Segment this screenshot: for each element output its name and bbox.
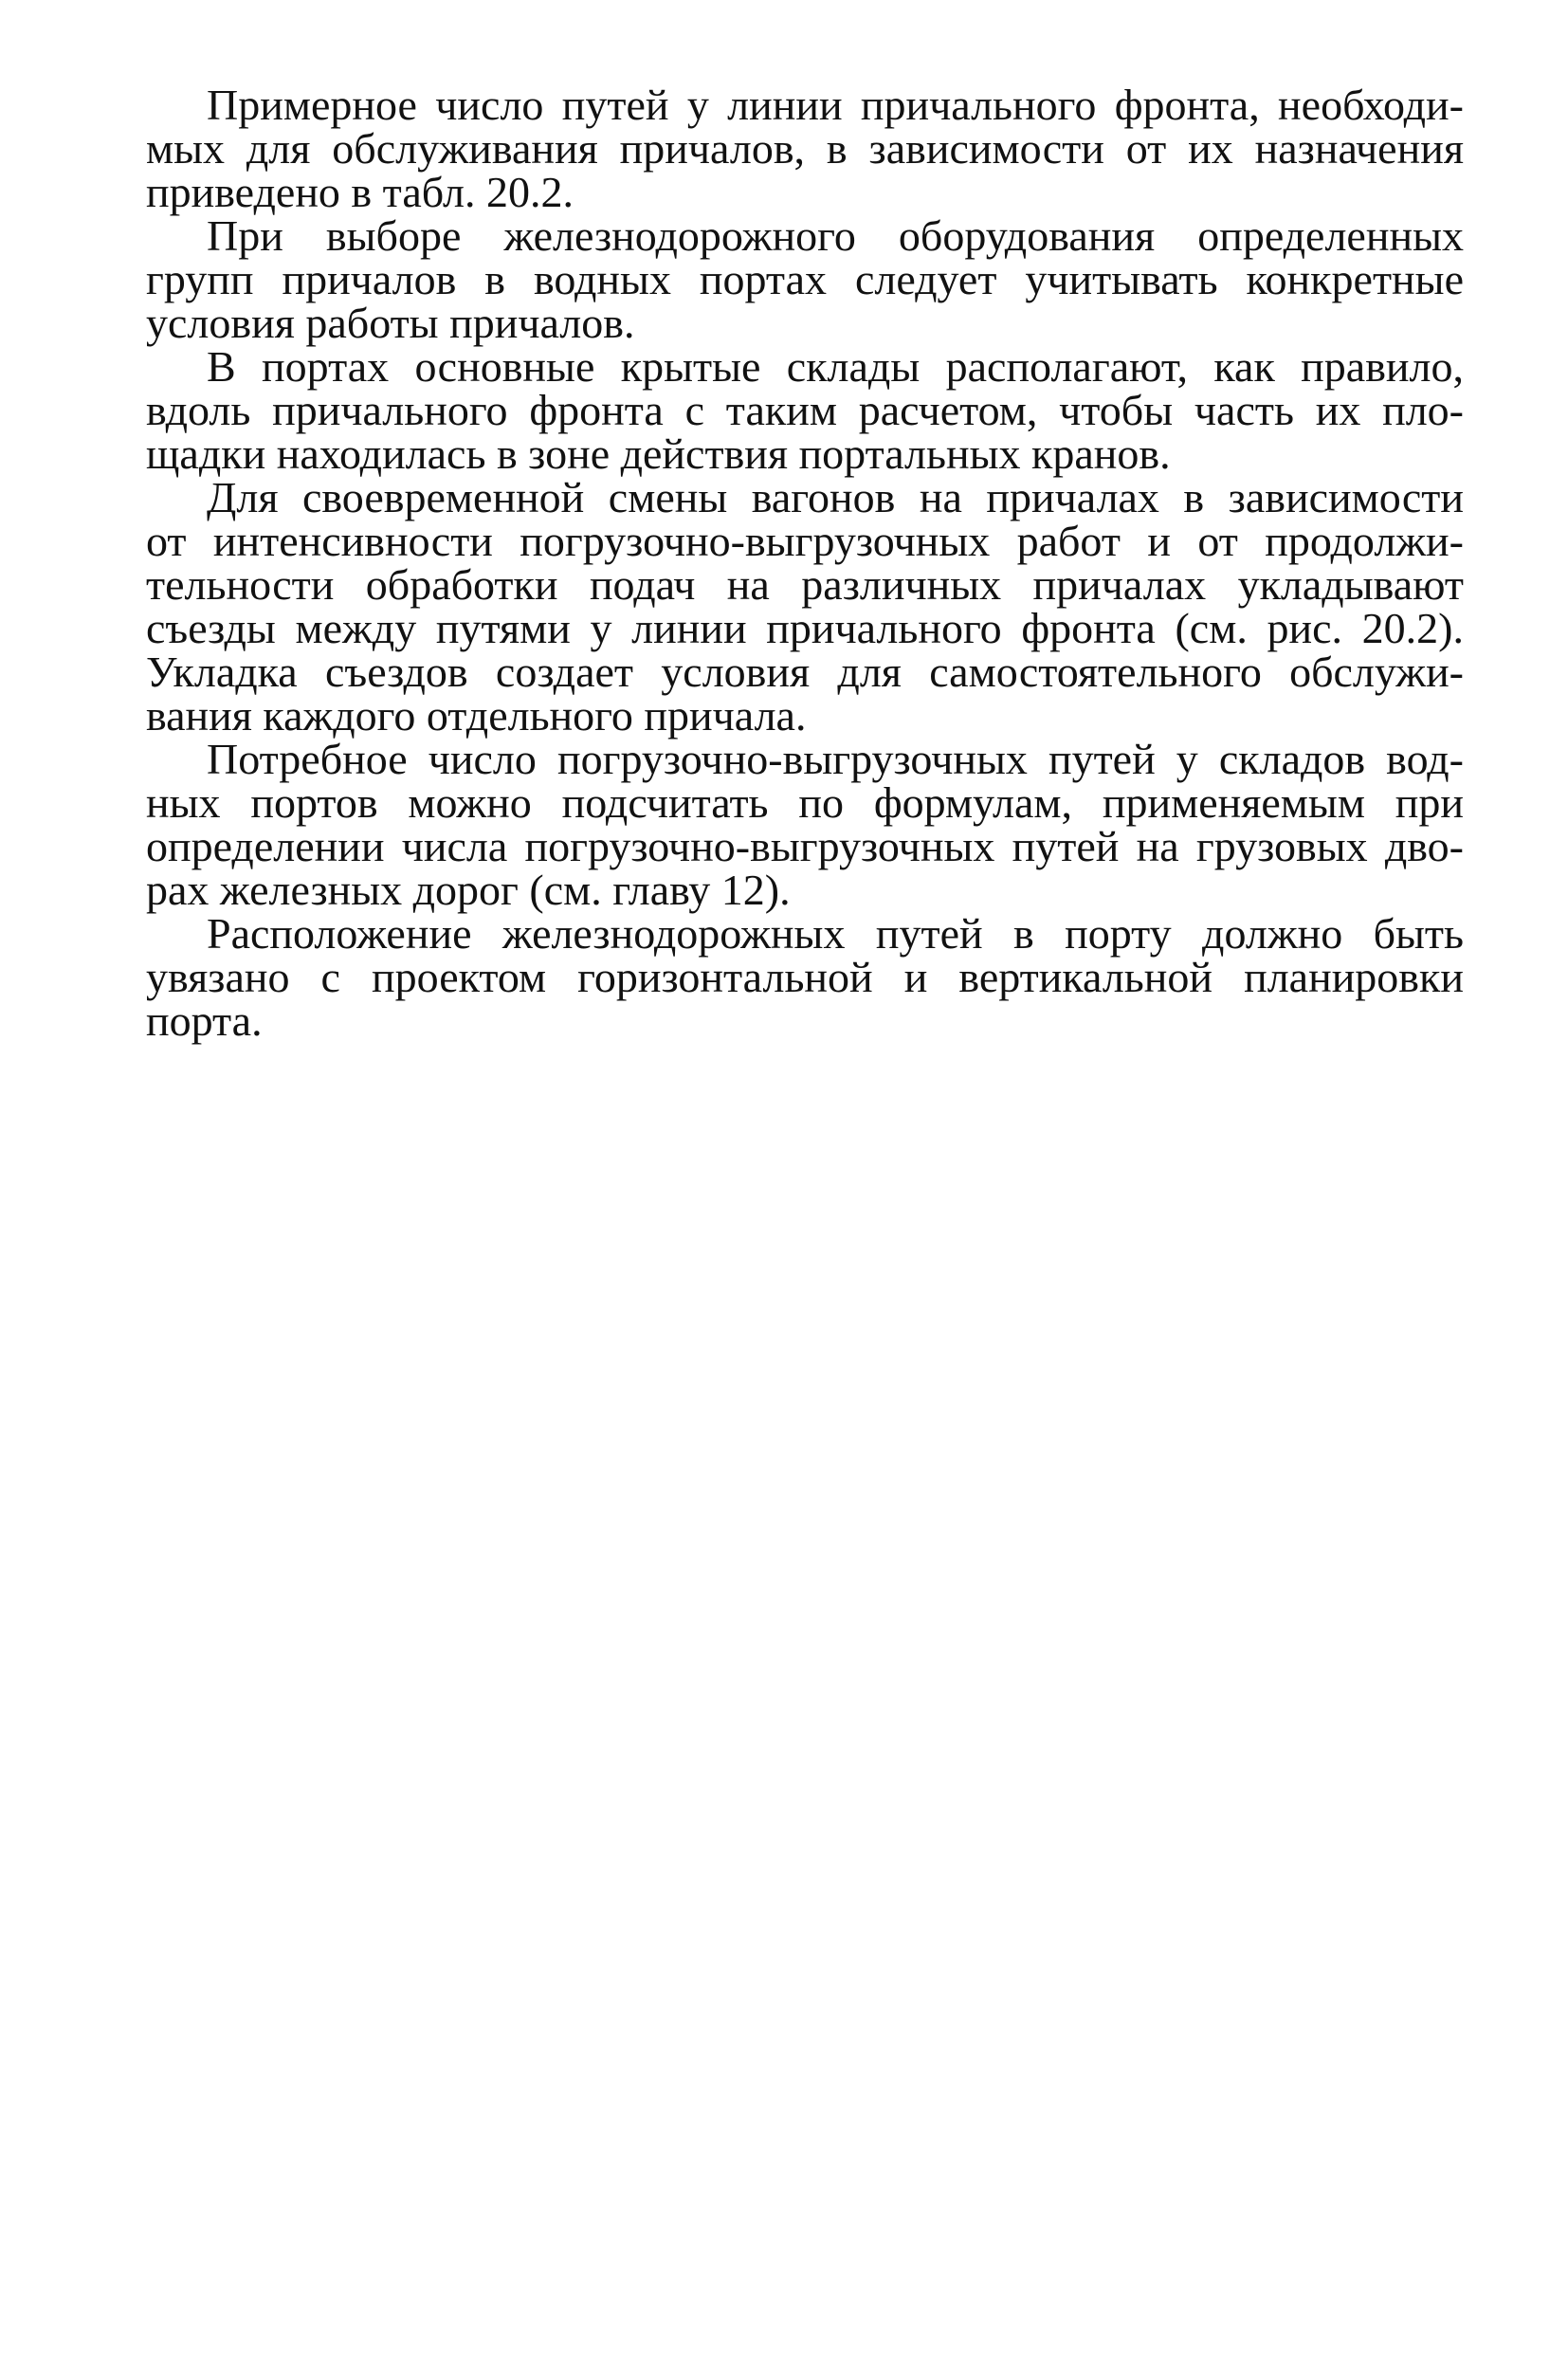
text-line: Примерное число путей у линии причального фронта, необходи- — [207, 81, 1464, 129]
text-line: мых для обслуживания причалов, в зависимости от их назначения — [146, 124, 1464, 173]
text-line: от интенсивности погрузочно-выгрузочных работ и от продолжи- — [146, 517, 1464, 565]
text-line: Укладка съездов создает условия для самостоятельного обслужи- — [146, 648, 1464, 696]
text-line: приведено в табл. 20.2. — [146, 168, 574, 216]
paragraph-5 — [146, 735, 1464, 914]
text-line: В портах основные крытые склады располагают, как правило, — [207, 342, 1464, 391]
text-line: тельности обработки подач на различных причалах укладывают — [146, 560, 1464, 609]
paragraph-4 — [146, 473, 1464, 740]
text-line: увязано с проектом горизонтальной и вертикальной планировки — [146, 953, 1464, 1001]
text-line: групп причалов в водных портах следует учитывать конкретные — [146, 255, 1464, 303]
paragraph-2 — [146, 211, 1464, 347]
text-line: съезды между путями у линии причального фронта (см. рис. 20.2). — [146, 604, 1464, 652]
text-line: При выборе железнодорожного оборудования определенных — [207, 211, 1464, 260]
text-line: вания каждого отдельного причала. — [146, 691, 807, 740]
text-line: определении числа погрузочно-выгрузочных путей на грузовых дво- — [146, 822, 1464, 870]
text-line: условия работы причалов. — [146, 299, 635, 347]
text-line: щадки находилась в зоне действия портальных кранов. — [146, 429, 1171, 478]
text-line: рах железных дорог (см. главу 12). — [146, 866, 791, 914]
paragraph-3 — [146, 342, 1464, 478]
paragraph-1 — [146, 83, 1464, 214]
paragraph-6 — [146, 909, 1464, 1045]
text-line: Для своевременной смены вагонов на причалах в зависимости — [207, 473, 1464, 521]
text-line: Потребное число погрузочно-выгрузочных путей у складов вод- — [207, 735, 1464, 783]
text-line: Расположение железнодорожных путей в порту должно быть — [207, 909, 1464, 958]
text-line: ных портов можно подсчитать по формулам, применяемым при — [146, 778, 1464, 827]
text-line: вдоль причального фронта с таким расчетом, чтобы часть их пло- — [146, 386, 1464, 434]
text-line: порта. — [146, 996, 263, 1045]
document-page — [146, 83, 1464, 1043]
